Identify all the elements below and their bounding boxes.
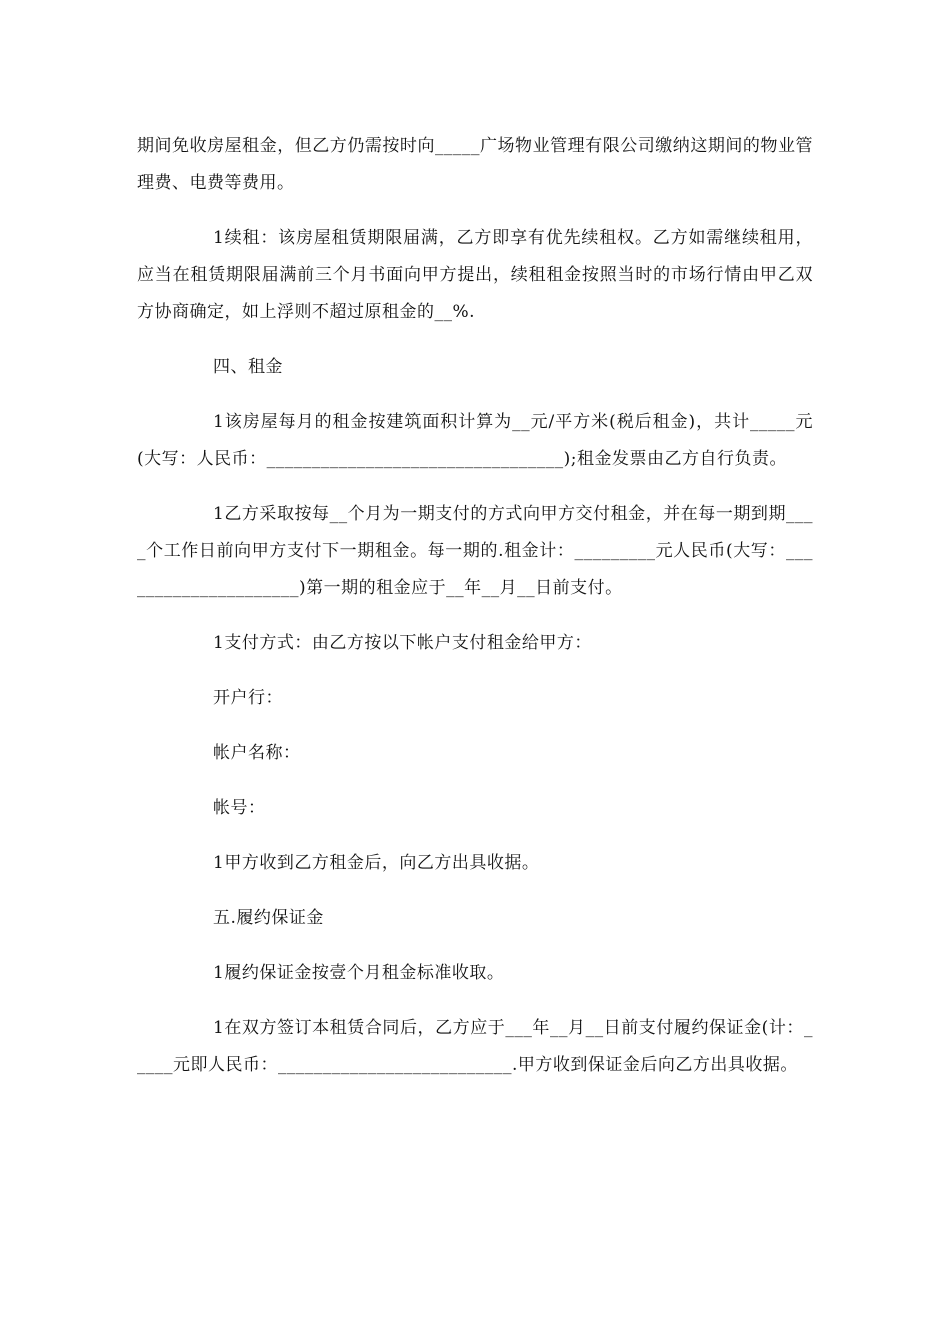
field-account-number: 帐号：: [213, 798, 266, 818]
paragraph-rent-amount: 1该房屋每月的租金按建筑面积计算为__元/平方米(税后租金)，共计_____元(大写：人民币：_________________________________);租金发票由乙方自行负责。: [137, 412, 813, 469]
field-bank-name: 开户行：: [213, 688, 283, 708]
document-page: [137, 128, 813, 1102]
paragraph-rent-period: 1乙方采取按每__个月为一期支付的方式向甲方交付租金，并在每一期到期____个工作日前向甲方支付下一期租金。每一期的.租金计：_________元人民币(大写：_____________________)第一期的租金应于__年__月__日前支付。: [137, 504, 813, 598]
paragraph-receipt: 1甲方收到乙方租金后，向乙方出具收据。: [213, 853, 540, 873]
paragraph-fee-exemption: 期间免收房屋租金，但乙方仍需按时向_____广场物业管理有限公司缴纳这期间的物业管理费、电费等费用。: [137, 136, 813, 193]
paragraph-deposit-payment: 1在双方签订本租赁合同后，乙方应于___年__月__日前支付履约保证金(计：_____元即人民币：__________________________.甲方收到保证金后向乙方出具收据。: [137, 1018, 813, 1075]
paragraph-payment-method: 1支付方式：由乙方按以下帐户支付租金给甲方：: [213, 633, 592, 653]
paragraph-deposit-standard: 1履约保证金按壹个月租金标准收取。: [213, 963, 505, 983]
paragraph-renewal: 1续租：该房屋租赁期限届满，乙方即享有优先续租权。乙方如需继续租用，应当在租赁期限届满前三个月书面向甲方提出，续租租金按照当时的市场行情由甲乙双方协商确定，如上浮则不超过原租金的__%.: [137, 228, 813, 322]
section-heading-deposit: 五.履约保证金: [213, 908, 324, 928]
field-account-name: 帐户名称：: [213, 743, 301, 763]
section-heading-rent: 四、租金: [213, 357, 283, 377]
